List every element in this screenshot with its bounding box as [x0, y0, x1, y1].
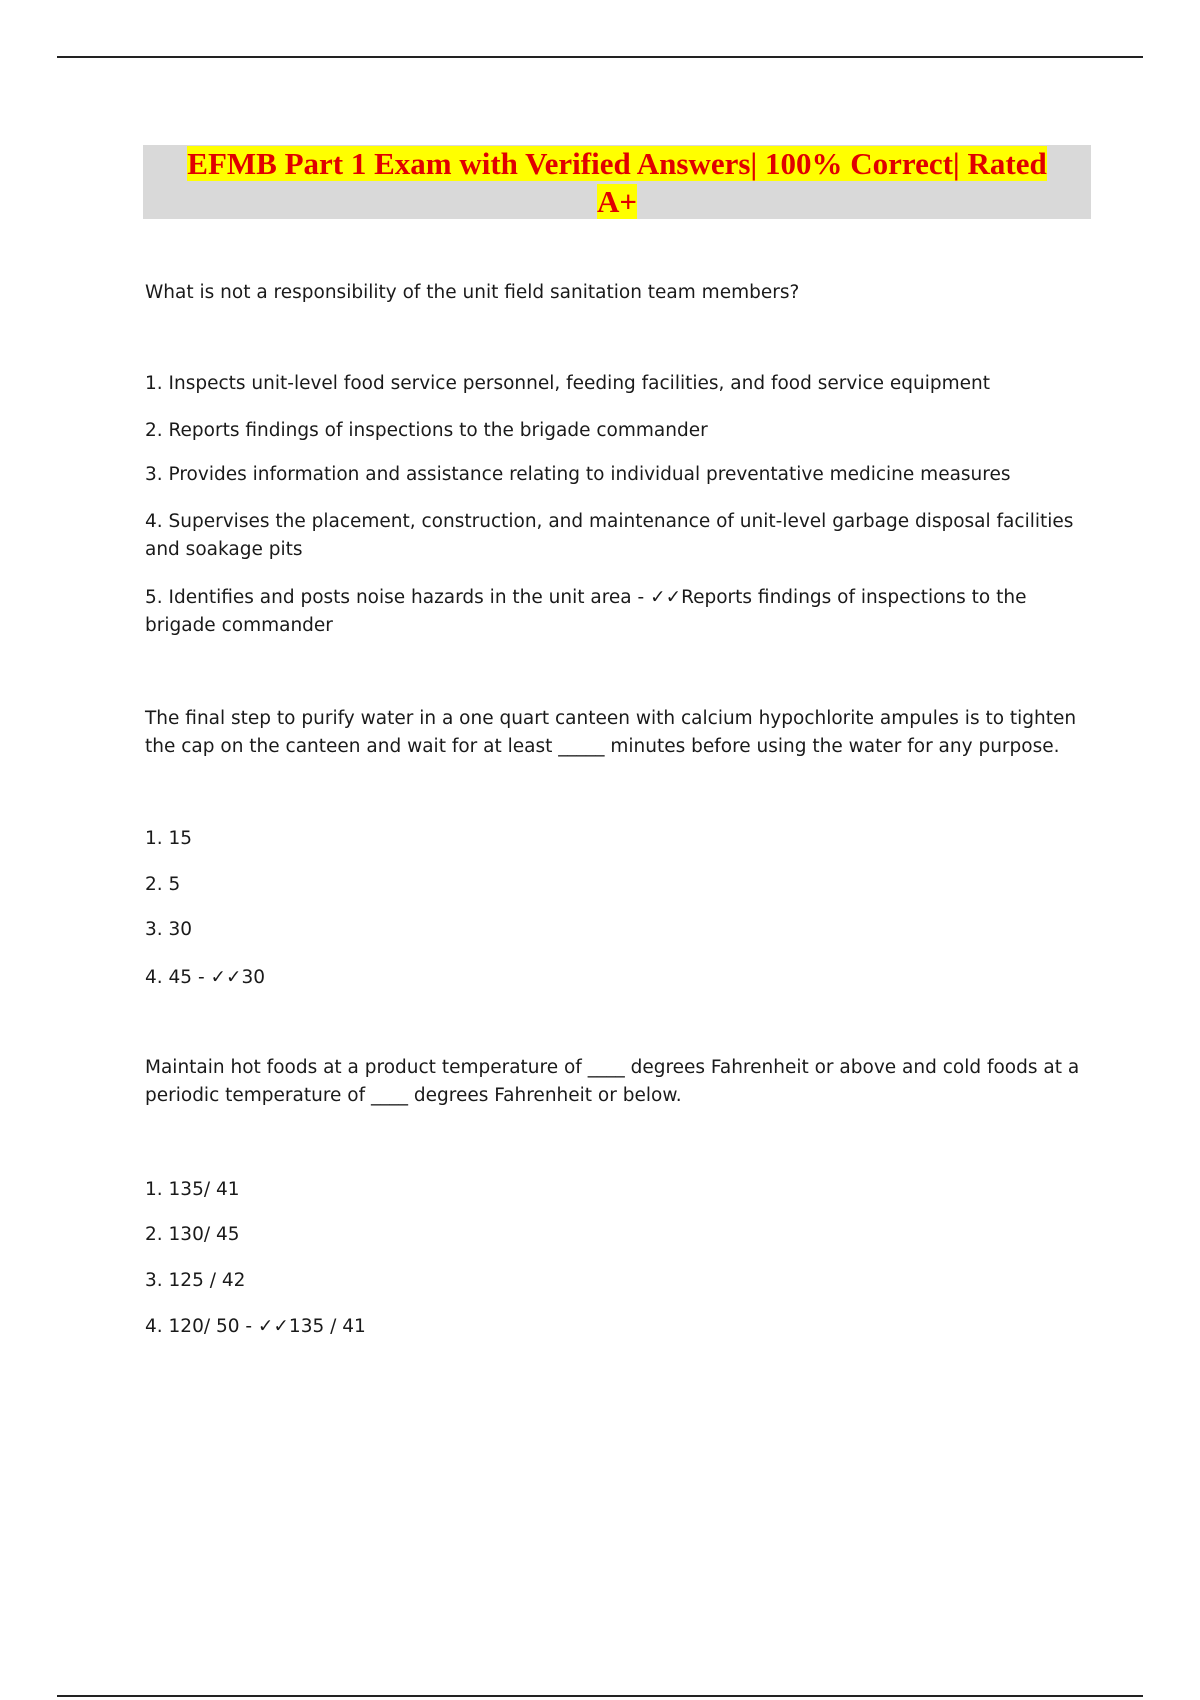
q3-option-2: 2. 130/ 45	[145, 1224, 240, 1245]
question-3: Maintain hot foods at a product temperature of ____ degrees Fahrenheit or above and cold foods at a periodic temperature of ____ degrees Fahrenheit or below.	[145, 1057, 1080, 1106]
q1-option-5: 5. Identifies and posts noise hazards in the unit area - ✓✓Reports findings of inspections to the brigade commander	[145, 587, 1027, 636]
question-1: What is not a responsibility of the unit field sanitation team members?	[145, 282, 800, 303]
q3-option-3: 3. 125 / 42	[145, 1270, 246, 1291]
q2-option-4: 4. 45 - ✓✓30	[145, 967, 266, 988]
question-2: The final step to purify water in a one quart canteen with calcium hypochlorite ampules is to tighten the cap on the canteen and wait for at least _____ minutes before using the water for any purpose.	[145, 708, 1077, 757]
title-line-2: A+	[596, 184, 638, 219]
top-rule	[57, 56, 1143, 58]
q2-option-1: 1. 15	[145, 828, 193, 849]
q1-option-3: 3. Provides information and assistance relating to individual preventative medicine measures	[145, 464, 1011, 485]
document-title	[143, 145, 1091, 219]
title-line-1: EFMB Part 1 Exam with Verified Answers| 100% Correct| Rated	[187, 146, 1047, 181]
q1-option-4: 4. Supervises the placement, construction, and maintenance of unit-level garbage disposal facilities and soakage pits	[145, 511, 1074, 560]
q2-option-3: 3. 30	[145, 919, 193, 940]
q1-option-2: 2. Reports findings of inspections to the brigade commander	[145, 420, 708, 441]
q3-option-4: 4. 120/ 50 - ✓✓135 / 41	[145, 1316, 366, 1337]
q3-option-1: 1. 135/ 41	[145, 1179, 240, 1200]
bottom-rule	[57, 1695, 1143, 1697]
q1-option-1: 1. Inspects unit-level food service personnel, feeding facilities, and food service equipment	[145, 373, 991, 394]
q2-option-2: 2. 5	[145, 874, 181, 895]
